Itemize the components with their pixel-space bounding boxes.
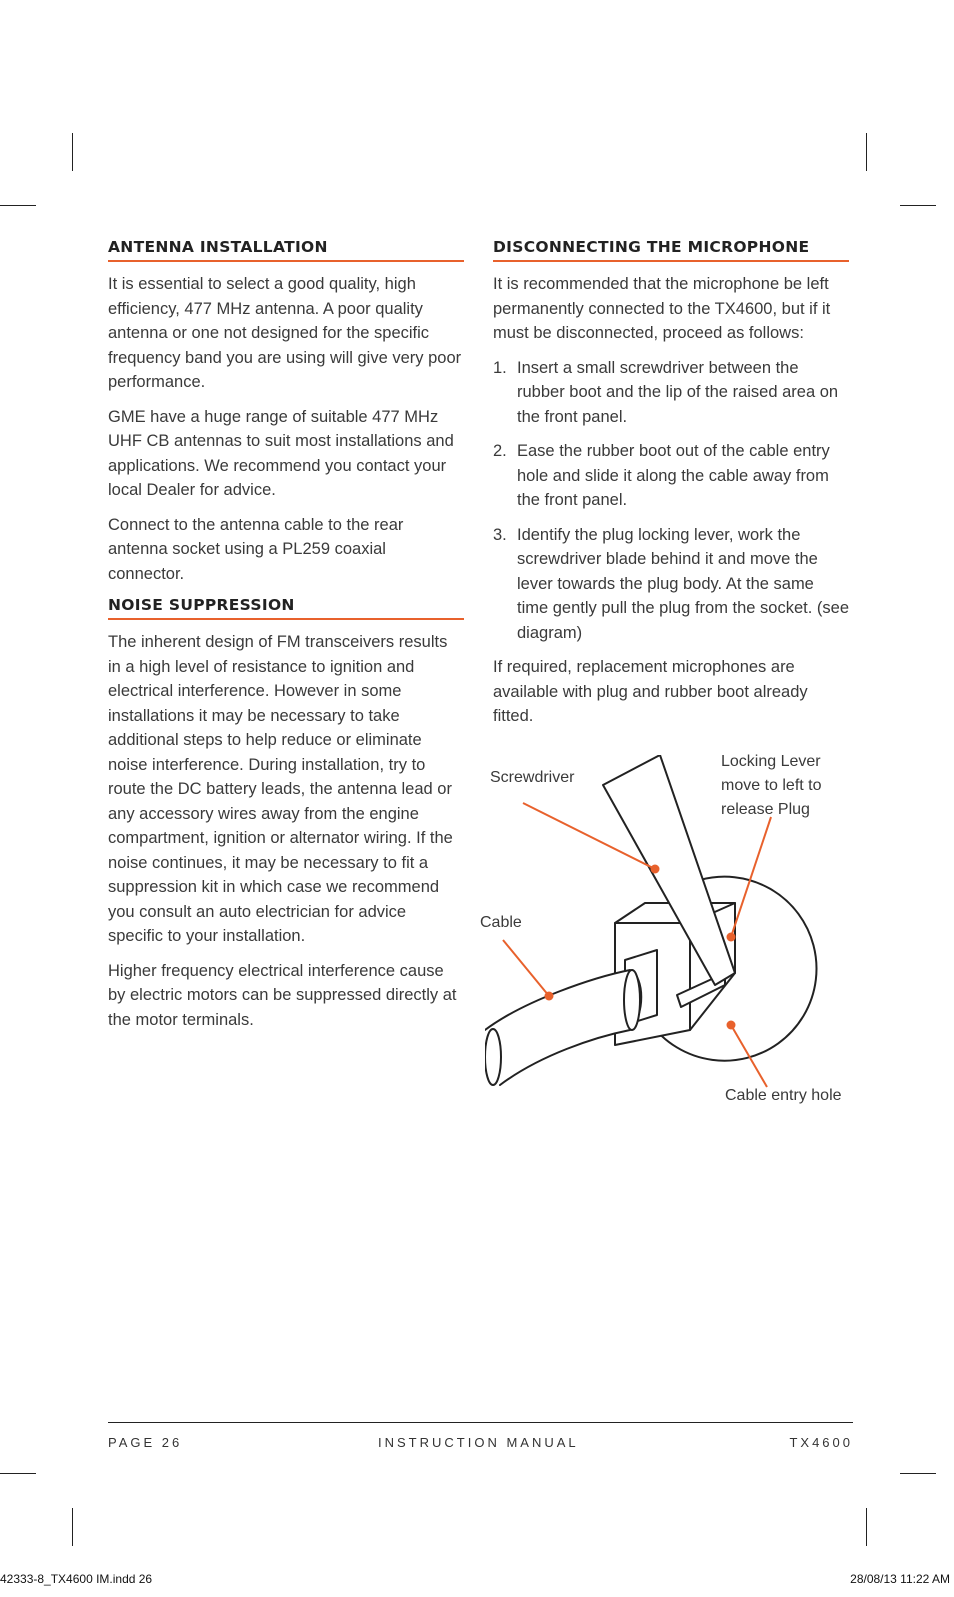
cable-label: Cable <box>480 914 522 931</box>
microphone-plug-diagram <box>480 753 855 1115</box>
microphone-outro: If required, replacement microphones are available with plug and rubber boot already fitted. <box>493 658 808 725</box>
page-footer <box>108 1422 853 1450</box>
model-name: TX4600 <box>789 1435 853 1450</box>
cable-dot <box>545 992 554 1001</box>
cable-leader <box>503 940 549 996</box>
cable <box>485 970 641 1085</box>
manual-title: INSTRUCTION MANUAL <box>378 1435 579 1450</box>
crop-mark <box>72 1508 73 1546</box>
screwdriver-label: Screwdriver <box>490 769 575 786</box>
steps-list <box>493 356 849 646</box>
list-item <box>493 523 849 646</box>
step-number: 3. <box>493 525 507 544</box>
step-number: 1. <box>493 358 507 377</box>
locking-lever-label: Locking Lever move to left to release Plug <box>721 753 822 818</box>
screwdriver-dot <box>651 865 660 874</box>
noise-paragraph: The inherent design of FM transceivers results in a high level of resistance to ignition and electrical interference. However in some installations it may be necessary to take additional steps to help reduce or eliminate noise interference. During installation, try to route the DC battery leads, the antenna lead or any accessory wires away from the engine compartment, ignition or alternator wiring. If the noise continues, it may be necessary to fit a suppression kit in which case we recommend you consult an auto electrician for advice specific to your installation. <box>108 633 453 945</box>
file-slug: 42333-8_TX4600 IM.indd 26 <box>0 1572 153 1586</box>
crop-mark <box>0 205 36 206</box>
crop-mark <box>0 1473 36 1474</box>
noise-paragraph: Higher frequency electrical interference cause by electric motors can be suppressed directly at the motor terminals. <box>108 961 457 1029</box>
step-text: Insert a small screwdriver between the rubber boot and the lip of the raised area on the front panel. <box>517 358 839 426</box>
step-text: Ease the rubber boot out of the cable entry hole and slide it along the cable away from the front panel. <box>517 442 830 509</box>
antenna-heading: ANTENNA INSTALLATION <box>108 238 464 262</box>
entry-leader <box>731 1025 767 1087</box>
antenna-paragraph: It is essential to select a good quality, high efficiency, 477 MHz antenna. A poor quality antenna or one not designed for the specific frequency band you are using will give very poor performance. <box>108 275 462 391</box>
crop-mark <box>866 133 867 171</box>
lever-dot <box>727 933 736 942</box>
list-item <box>493 356 849 430</box>
microphone-heading: DISCONNECTING THE MICROPHONE <box>493 238 849 262</box>
entry-dot <box>727 1021 736 1030</box>
page-number: PAGE 26 <box>108 1435 183 1450</box>
left-column <box>108 238 464 1042</box>
microphone-intro: It is recommended that the microphone be left permanently connected to the TX4600, but if it must be disconnected, proceed as follows: <box>493 275 831 342</box>
right-column <box>493 238 849 739</box>
cable-entry-label: Cable entry hole <box>725 1087 842 1104</box>
noise-heading: NOISE SUPPRESSION <box>108 596 464 620</box>
crop-mark <box>900 205 936 206</box>
date-slug: 28/08/13 11:22 AM <box>850 1572 950 1586</box>
list-item <box>493 439 849 513</box>
step-text: Identify the plug locking lever, work the screwdriver blade behind it and move the lever towards the plug body. At the same time gently pull the plug from the socket. (see diagram) <box>517 525 849 642</box>
crop-mark <box>866 1508 867 1546</box>
crop-mark <box>900 1473 936 1474</box>
crop-mark <box>72 133 73 171</box>
antenna-paragraph: Connect to the antenna cable to the rear antenna socket using a PL259 coaxial connector. <box>108 515 404 583</box>
step-number: 2. <box>493 442 507 460</box>
antenna-paragraph: GME have a huge range of suitable 477 MHz UHF CB antennas to suit most installations and applications. We recommend you contact your local Dealer for advice. <box>108 407 454 499</box>
